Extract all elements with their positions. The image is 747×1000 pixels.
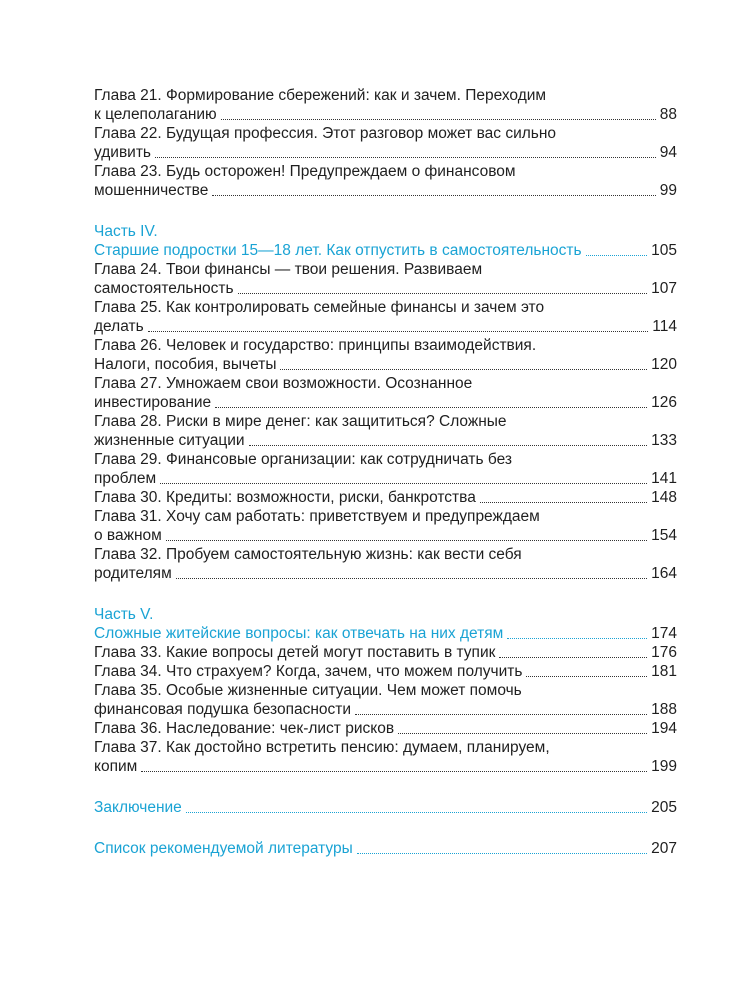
entry-title-end: проблем xyxy=(94,470,157,487)
entry-title-line: Глава 37. Как достойно встретить пенсию: думаем, планируем, xyxy=(94,739,550,756)
entry-leader-line xyxy=(94,757,677,776)
entry-title-end: к целеполаганию xyxy=(94,106,217,123)
page-number: 164 xyxy=(651,565,677,582)
toc-entry[interactable] xyxy=(94,662,677,681)
toc-entry[interactable] xyxy=(94,241,677,260)
toc-entry[interactable] xyxy=(94,298,677,336)
entry-leader-line xyxy=(94,279,677,298)
entry-title-line: Глава 27. Умножаем свои возможности. Осознанное xyxy=(94,375,473,392)
toc-section xyxy=(94,222,677,583)
toc-section xyxy=(94,839,677,858)
page-number: 148 xyxy=(651,489,677,506)
entry-leader-line xyxy=(94,469,677,488)
toc-entry[interactable] xyxy=(94,488,677,507)
entry-title-line: Глава 25. Как контролировать семейные финансы и зачем это xyxy=(94,299,545,316)
entry-leader-line xyxy=(94,105,677,124)
entry-title-end: Глава 36. Наследование: чек-лист рисков xyxy=(94,720,395,737)
dot-leader xyxy=(215,407,647,408)
entry-leader-line xyxy=(94,662,677,681)
section-title: Часть IV. xyxy=(94,223,158,240)
entry-title-end: удивить xyxy=(94,144,152,161)
entry-leader-line xyxy=(94,700,677,719)
entry-title-line: Глава 35. Особые жизненные ситуации. Чем может помочь xyxy=(94,682,522,699)
entry-title-end: копим xyxy=(94,758,138,775)
toc-entry[interactable] xyxy=(94,545,677,583)
toc-entry[interactable] xyxy=(94,412,677,450)
entry-leader-line xyxy=(94,564,677,583)
entry-leader-line xyxy=(94,798,677,817)
entry-title-line: Глава 26. Человек и государство: принципы взаимодействия. xyxy=(94,337,537,354)
dot-leader xyxy=(186,812,647,813)
dot-leader xyxy=(280,369,647,370)
dot-leader xyxy=(357,853,647,854)
entry-title-end: Старшие подростки 15—18 лет. Как отпустить в самостоятельность xyxy=(94,242,582,259)
page-number: 176 xyxy=(651,644,677,661)
toc-section xyxy=(94,798,677,817)
toc-entry[interactable] xyxy=(94,507,677,545)
page-number: 181 xyxy=(651,663,677,680)
dot-leader xyxy=(507,638,647,639)
toc-entry[interactable] xyxy=(94,374,677,412)
page-number: 133 xyxy=(651,432,677,449)
dot-leader xyxy=(249,445,648,446)
entry-title-line: Глава 21. Формирование сбережений: как и зачем. Переходим xyxy=(94,87,547,104)
entry-title-end: жизненные ситуации xyxy=(94,432,245,449)
page-number: 194 xyxy=(651,720,677,737)
page-number: 94 xyxy=(659,144,677,161)
entry-title-end: делать xyxy=(94,318,144,335)
entry-title-end: финансовая подушка безопасности xyxy=(94,701,352,718)
entry-title-end: самостоятельность xyxy=(94,280,234,297)
toc-entry[interactable] xyxy=(94,719,677,738)
dot-leader xyxy=(160,483,647,484)
entry-title-line: Глава 28. Риски в мире денег: как защититься? Сложные xyxy=(94,413,507,430)
entry-leader-line xyxy=(94,719,677,738)
page-number: 207 xyxy=(651,840,677,857)
entry-leader-line xyxy=(94,643,677,662)
entry-title-line: Глава 32. Пробуем самостоятельную жизнь: как вести себя xyxy=(94,546,522,563)
entry-title-end: Глава 30. Кредиты: возможности, риски, банкротства xyxy=(94,489,476,506)
page-number: 105 xyxy=(651,242,677,259)
dot-leader xyxy=(355,714,647,715)
entry-title-end: Глава 34. Что страхуем? Когда, зачем, что можем получить xyxy=(94,663,523,680)
entry-leader-line xyxy=(94,526,677,545)
entry-title-end: Сложные житейские вопросы: как отвечать на них детям xyxy=(94,625,504,642)
toc-entry[interactable] xyxy=(94,738,677,776)
dot-leader xyxy=(499,657,647,658)
dot-leader xyxy=(212,195,655,196)
page-number: 88 xyxy=(659,106,677,123)
entry-leader-line xyxy=(94,143,677,162)
page-number: 120 xyxy=(651,356,677,373)
entry-title-end: инвестирование xyxy=(94,394,212,411)
dot-leader xyxy=(526,676,647,677)
toc-entry[interactable] xyxy=(94,260,677,298)
entry-leader-line xyxy=(94,431,677,450)
dot-leader xyxy=(238,293,648,294)
entry-title-end: мошенничестве xyxy=(94,182,209,199)
toc-section xyxy=(94,86,677,200)
toc-entry[interactable] xyxy=(94,86,677,124)
page-number: 126 xyxy=(651,394,677,411)
toc-entry[interactable] xyxy=(94,450,677,488)
toc-entry[interactable] xyxy=(94,624,677,643)
entry-title-line: Глава 23. Будь осторожен! Предупреждаем о финансовом xyxy=(94,163,516,180)
dot-leader xyxy=(166,540,647,541)
entry-leader-line xyxy=(94,241,677,260)
entry-leader-line xyxy=(94,488,677,507)
dot-leader xyxy=(221,119,656,120)
dot-leader xyxy=(398,733,647,734)
entry-title-end: Заключение xyxy=(94,799,182,816)
entry-leader-line xyxy=(94,839,677,858)
page-number: 99 xyxy=(659,182,677,199)
section-title: Часть V. xyxy=(94,606,154,623)
entry-title-line: Глава 29. Финансовые организации: как сотрудничать без xyxy=(94,451,512,468)
entry-title-end: Налоги, пособия, вычеты xyxy=(94,356,277,373)
page-number: 174 xyxy=(651,625,677,642)
dot-leader xyxy=(148,331,649,332)
dot-leader xyxy=(141,771,647,772)
dot-leader xyxy=(155,157,656,158)
page-number: 205 xyxy=(651,799,677,816)
toc-entry[interactable] xyxy=(94,124,677,162)
entry-leader-line xyxy=(94,393,677,412)
dot-leader xyxy=(176,578,647,579)
entry-leader-line xyxy=(94,624,677,643)
entry-leader-line xyxy=(94,181,677,200)
dot-leader xyxy=(480,502,647,503)
entry-title-line: Глава 24. Твои финансы — твои решения. Развиваем xyxy=(94,261,483,278)
entry-leader-line xyxy=(94,355,677,374)
table-of-contents xyxy=(94,86,677,880)
entry-title-line: Глава 31. Хочу сам работать: приветствуем и предупреждаем xyxy=(94,508,540,525)
toc-entry[interactable] xyxy=(94,162,677,200)
page-number: 114 xyxy=(652,318,677,335)
page-number: 199 xyxy=(651,758,677,775)
dot-leader xyxy=(586,255,648,256)
toc-entry[interactable] xyxy=(94,336,677,374)
entry-leader-line xyxy=(94,317,677,336)
entry-title-end: Глава 33. Какие вопросы детей могут поставить в тупик xyxy=(94,644,496,661)
entry-title-line: Глава 22. Будущая профессия. Этот разговор может вас сильно xyxy=(94,125,557,142)
entry-title-end: родителям xyxy=(94,565,172,582)
entry-title-end: Список рекомендуемой литературы xyxy=(94,840,353,857)
page-number: 107 xyxy=(651,280,677,297)
page-number: 188 xyxy=(651,701,677,718)
toc-entry[interactable] xyxy=(94,798,677,817)
page-number: 154 xyxy=(651,527,677,544)
entry-title-end: о важном xyxy=(94,527,162,544)
toc-entry[interactable] xyxy=(94,643,677,662)
toc-section xyxy=(94,605,677,776)
toc-entry[interactable] xyxy=(94,681,677,719)
toc-entry[interactable] xyxy=(94,839,677,858)
page-number: 141 xyxy=(651,470,677,487)
